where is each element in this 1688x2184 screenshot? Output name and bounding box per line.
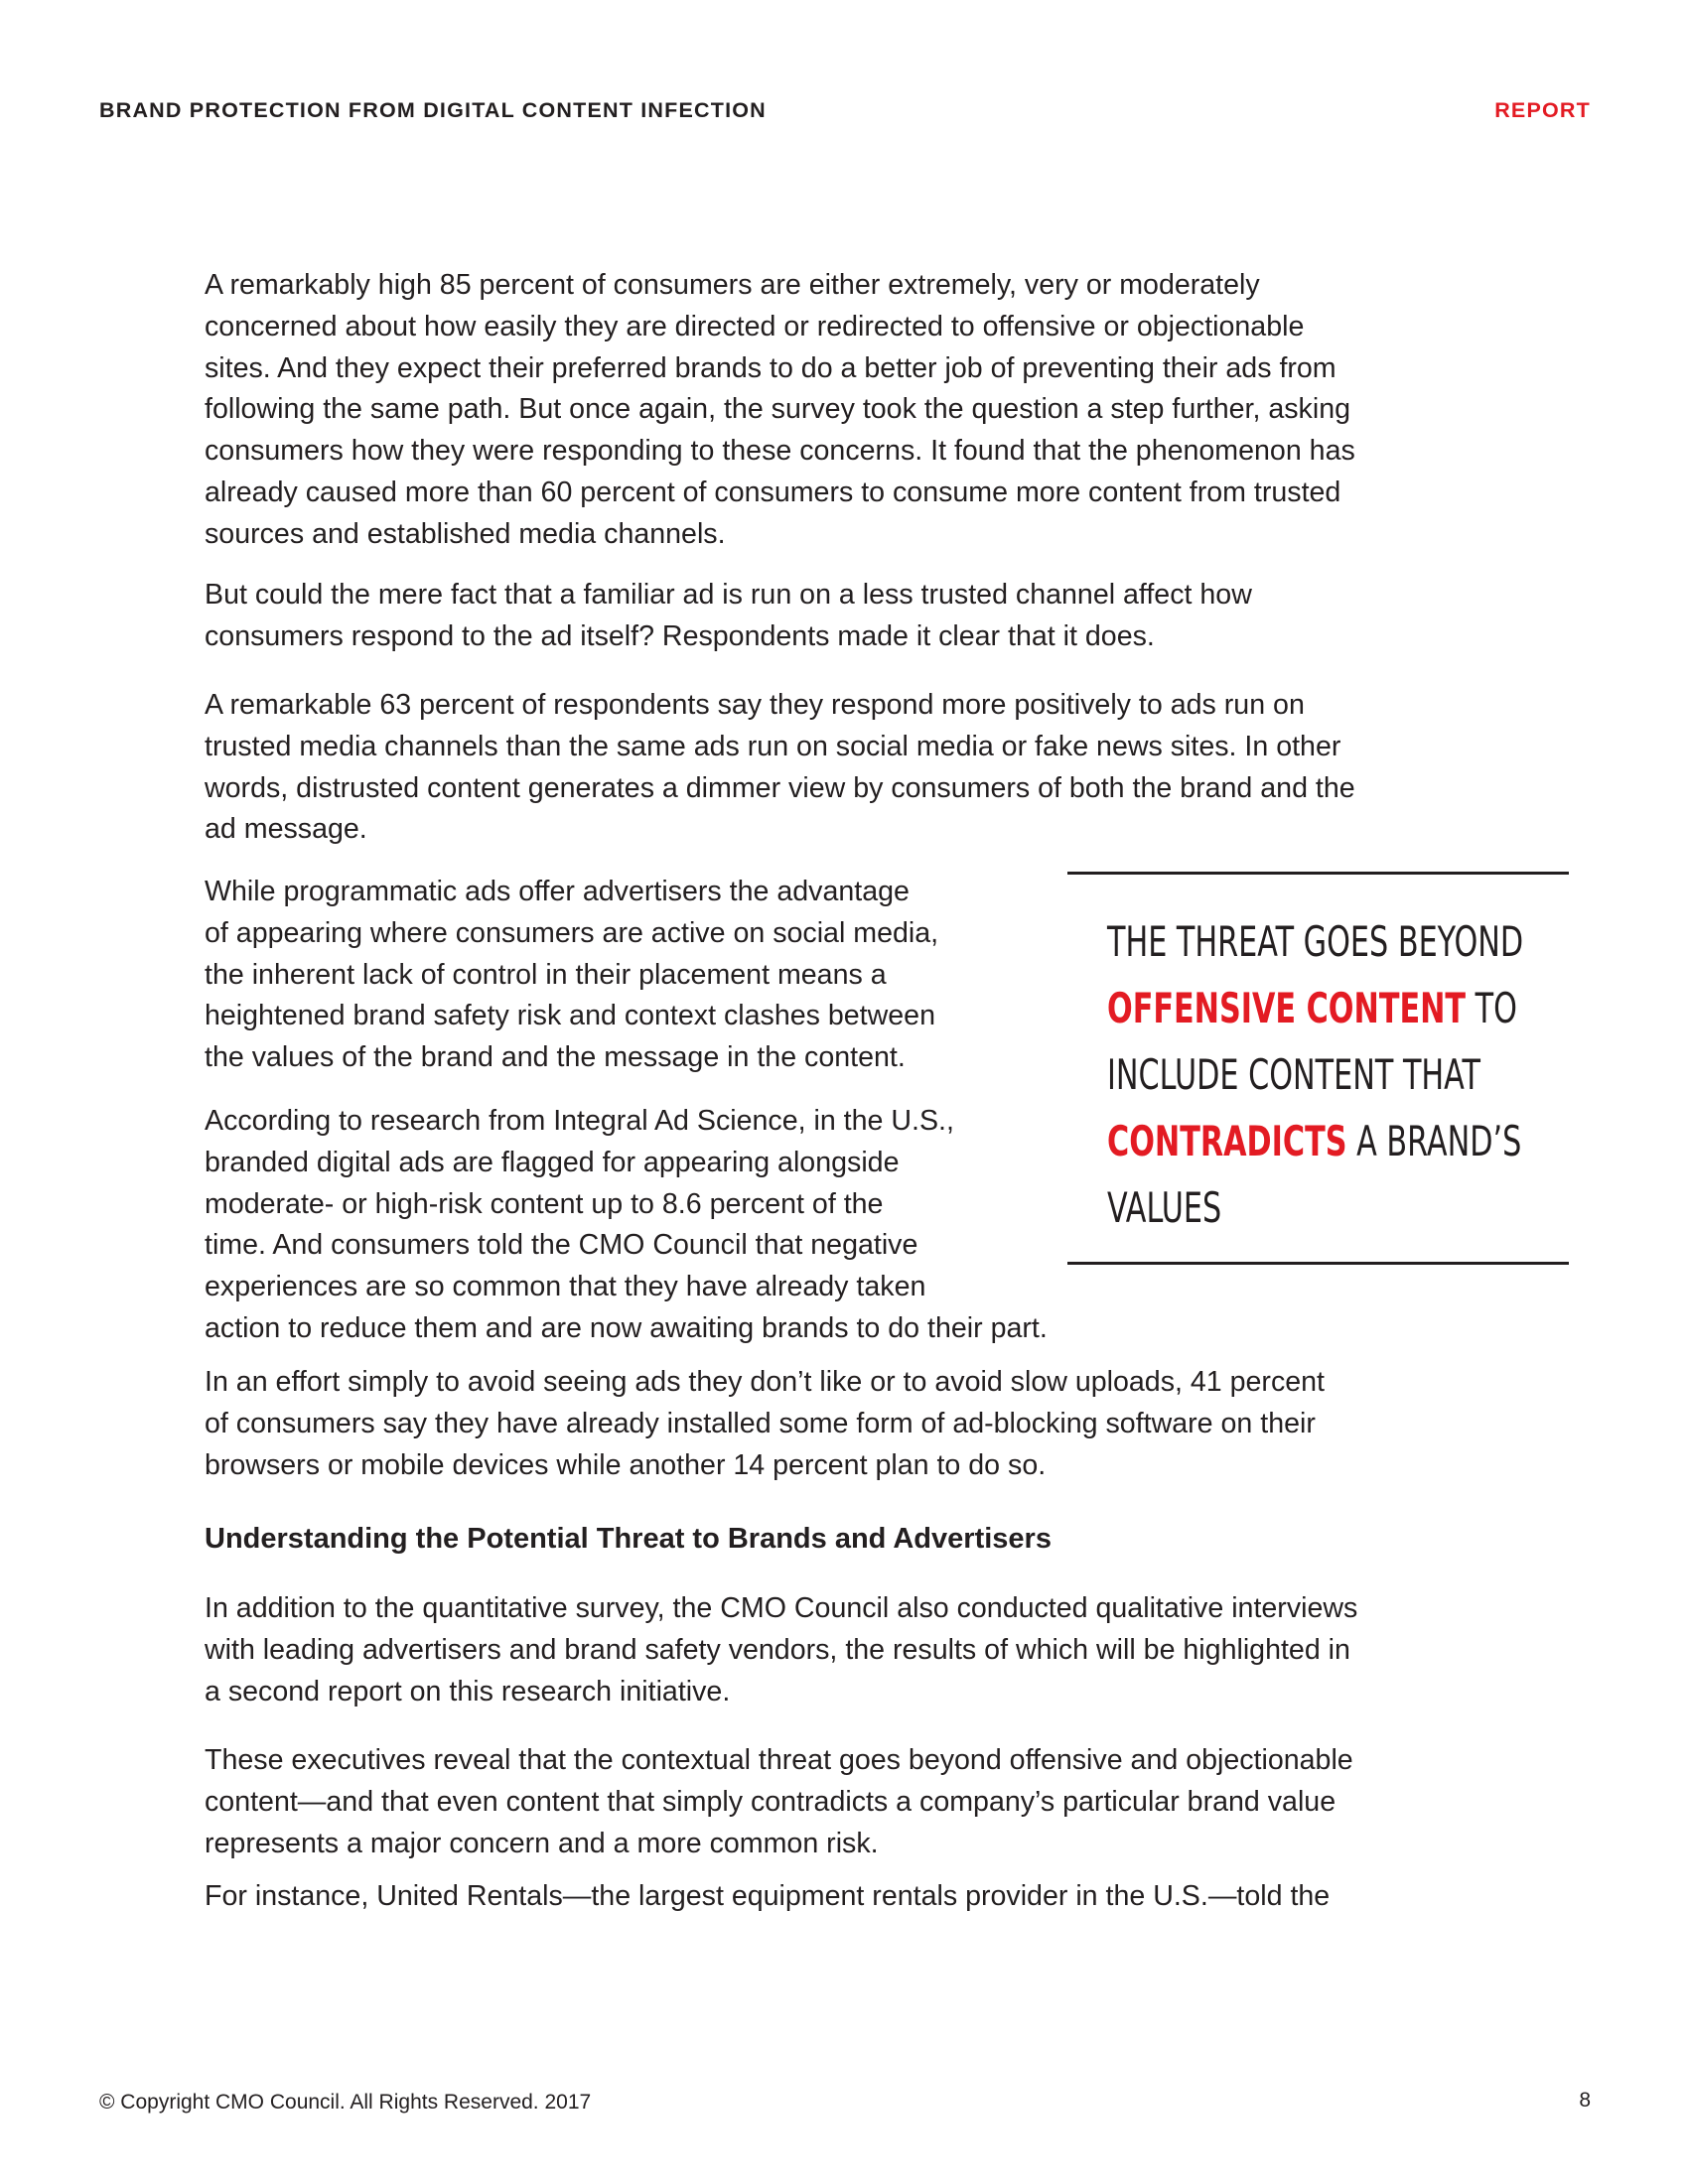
paragraph-line: According to research from Integral Ad Science, in the U.S., bbox=[205, 1105, 954, 1137]
pull-quote-line-rest: A BRAND’S bbox=[1346, 1117, 1522, 1165]
paragraph-line: branded digital ads are flagged for appearing alongside bbox=[205, 1146, 900, 1178]
page-number: 8 bbox=[1579, 2089, 1591, 2112]
pull-quote-line: VALUES bbox=[1107, 1183, 1222, 1232]
paragraph-line: These executives reveal that the contextual threat goes beyond offensive and objectionable bbox=[205, 1744, 1353, 1776]
paragraph-line: moderate- or high-risk content up to 8.6 percent of the bbox=[205, 1187, 884, 1220]
pull-quote-text bbox=[1107, 908, 1524, 1241]
paragraph-9 bbox=[205, 1876, 1485, 1918]
section-heading: Understanding the Potential Threat to Brands and Advertisers bbox=[205, 1523, 1052, 1555]
paragraph-line: ad message. bbox=[205, 813, 367, 846]
paragraph-1 bbox=[205, 265, 1485, 556]
paragraph-6 bbox=[205, 1362, 1485, 1486]
paragraph-line: already caused more than 60 percent of consumers to consume more content from trusted bbox=[205, 476, 1341, 508]
pull-quote-line bbox=[1107, 1108, 1522, 1174]
paragraph-8 bbox=[205, 1740, 1485, 1864]
paragraph-line: of appearing where consumers are active on social media, bbox=[205, 916, 939, 949]
paragraph-line: represents a major concern and a more common risk. bbox=[205, 1827, 879, 1859]
paragraph-line: time. And consumers told the CMO Council that negative bbox=[205, 1229, 918, 1262]
paragraph-line: sources and established media channels. bbox=[205, 517, 726, 550]
pull-quote-emphasis: CONTRADICTS bbox=[1107, 1117, 1347, 1165]
header-title: BRAND PROTECTION FROM DIGITAL CONTENT INFECTION bbox=[99, 98, 767, 122]
paragraph-line: experiences are so common that they have already taken bbox=[205, 1271, 926, 1303]
paragraph-line: browsers or mobile devices while another 14 percent plan to do so. bbox=[205, 1448, 1047, 1481]
paragraph-line: But could the mere fact that a familiar ad is run on a less trusted channel affect how bbox=[205, 579, 1252, 611]
paragraph-line: In addition to the quantitative survey, the CMO Council also conducted qualitative interviews bbox=[205, 1592, 1358, 1624]
paragraph-line: A remarkable 63 percent of respondents say they respond more positively to ads run on bbox=[205, 689, 1305, 721]
paragraph-line: trusted media channels than the same ads run on social media or fake news sites. In other bbox=[205, 730, 1341, 762]
paragraph-line: concerned about how easily they are directed or redirected to offensive or objectionable bbox=[205, 310, 1305, 342]
paragraph-line: the inherent lack of control in their placement means a bbox=[205, 958, 887, 991]
pull-quote-line: INCLUDE CONTENT THAT bbox=[1107, 1050, 1480, 1099]
paragraph-2 bbox=[205, 575, 1485, 658]
pull-quote-emphasis: OFFENSIVE CONTENT bbox=[1107, 984, 1467, 1032]
paragraph-line: a second report on this research initiative. bbox=[205, 1675, 731, 1707]
paragraph-line: heightened brand safety risk and context clashes between bbox=[205, 1000, 935, 1032]
paragraph-line: with leading advertisers and brand safety vendors, the results of which will be highlighted in bbox=[205, 1633, 1350, 1666]
paragraph-line: While programmatic ads offer advertisers the advantage bbox=[205, 876, 910, 907]
paragraph-line: of consumers say they have already installed some form of ad-blocking software on their bbox=[205, 1407, 1316, 1439]
footer-copyright: © Copyright CMO Council. All Rights Reserved. 2017 bbox=[99, 2091, 592, 2114]
pull-quote-line: THE THREAT GOES BEYOND bbox=[1107, 917, 1524, 966]
paragraph-line: action to reduce them and are now awaiting brands to do their part. bbox=[205, 1311, 1048, 1344]
paragraph-line: following the same path. But once again, the survey took the question a step further, asking bbox=[205, 393, 1350, 426]
paragraph-line: For instance, United Rentals—the largest equipment rentals provider in the U.S.—told the bbox=[205, 1880, 1331, 1912]
paragraph-line: In an effort simply to avoid seeing ads they don’t like or to avoid slow uploads, 41 percent bbox=[205, 1366, 1326, 1398]
paragraph-3 bbox=[205, 685, 1485, 851]
paragraph-line: consumers how they were responding to these concerns. It found that the phenomenon has bbox=[205, 435, 1355, 468]
pull-quote-line bbox=[1107, 975, 1517, 1041]
pull-quote-line-rest: TO bbox=[1466, 984, 1517, 1032]
paragraph-line: words, distrusted content generates a dimmer view by consumers of both the brand and the bbox=[205, 771, 1355, 804]
paragraph-line: content—and that even content that simply contradicts a company’s particular brand value bbox=[205, 1785, 1336, 1818]
paragraph-line: sites. And they expect their preferred brands to do a better job of preventing their ads from bbox=[205, 351, 1336, 384]
paragraph-line: A remarkably high 85 percent of consumers are either extremely, very or moderately bbox=[205, 269, 1260, 301]
header-label: REPORT bbox=[1494, 98, 1591, 122]
pull-quote bbox=[1067, 872, 1569, 1265]
paragraph-line: consumers respond to the ad itself? Respondents made it clear that it does. bbox=[205, 619, 1155, 652]
paragraph-7 bbox=[205, 1588, 1485, 1712]
paragraph-line: the values of the brand and the message in the content. bbox=[205, 1041, 906, 1074]
